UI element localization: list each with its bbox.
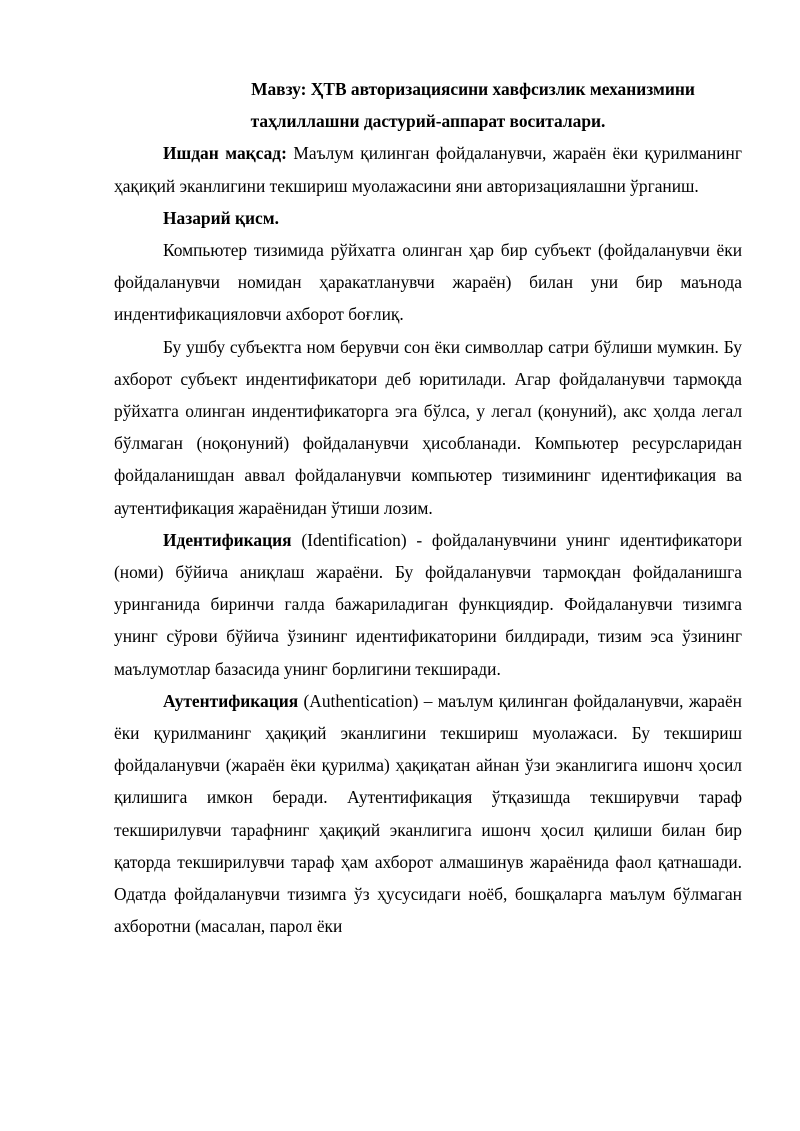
paragraph-legal-user: Бу ушбу субъектга ном берувчи сон ёки символлар сатри бўлиши мумкин. Бу ахборот субъект индентификатори деб юритилади. Агар фойдаланувчи тармоқда рўйхатга олинган индентификаторга эга бўлса, у легал (қонуний), акс ҳолда легал бўлмаган (ноқонуний) фойдаланувчи ҳисобланади. Компьютер ресурсларидан фойдаланишдан аввал фойдаланувчи компьютер тизимининг идентификация ва аутентификация жараёнидан ўтиши лозим. (114, 336, 742, 518)
paragraph-subject-identifier: Компьютер тизимида рўйхатга олинган ҳар бир субъект (фойдаланувчи ёки фойдаланувчи номидан ҳаракатланувчи жараён) билан уни бир маънода индентификацияловчи ахборот боғлиқ. (114, 240, 742, 325)
goal-paragraph (114, 137, 742, 201)
theory-heading: Назарий қисм. (163, 207, 279, 228)
title-line-1: Мавзу: ҲТВ авторизациясини хавфсизлик механизмини (251, 79, 695, 99)
document-page (114, 73, 742, 942)
authentication-paragraph (114, 685, 742, 943)
identification-term: Идентификация (163, 529, 292, 550)
authentication-term: Аутентификация (163, 690, 299, 711)
authentication-text: (Authentication) – маълум қилинган фойдаланувчи, жараён ёки қурилманинг ҳақиқий эканлигини текшириш муолажаси. Бу текшириш фойдаланувчи (жараён ёки қурилма) ҳақиқатан айнан ўзи эканлигига ишонч ҳосил қилишига имкон беради. Аутентификация ўтқазишда текширувчи тараф текширилувчи тарафнинг ҳақиқий эканлигига ишонч ҳосил қилиши билан бир қаторда текширилувчи тараф ҳам ахборот алмашинув жараёнида фаол қатнашади. Одатда фойдаланувчи тизимга ўз ҳусусидаги ноёб, бошқаларга маълум бўлмаган ахборотни (масалан, парол ёки (114, 690, 742, 937)
identification-paragraph (114, 524, 742, 685)
goal-text: Маълум қилинган фойдаланувчи, жараён ёки қурилманинг ҳақиқий эканлигини текшириш муолажасини яни авторизациялашни ўрганиш. (114, 143, 742, 196)
identification-text: (Identification) - фойдаланувчини унинг идентификатори (номи) бўйича аниқлаш жараёни. Бу фойдаланувчи тармоқдан фойдаланишга уринганида биринчи галда бажариладиган функциядир. Фойдаланувчи тизимга унинг сўрови бўйича ўзининг идентификаторини билдиради, тизим эса ўзининг маълумотлар базасида унинг борлигини текширади. (114, 529, 742, 679)
goal-label: Ишдан мақсад: (163, 143, 287, 164)
document-title (114, 73, 742, 137)
title-line-2: таҳлиллашни дастурий-аппарат воситалари. (250, 111, 606, 132)
